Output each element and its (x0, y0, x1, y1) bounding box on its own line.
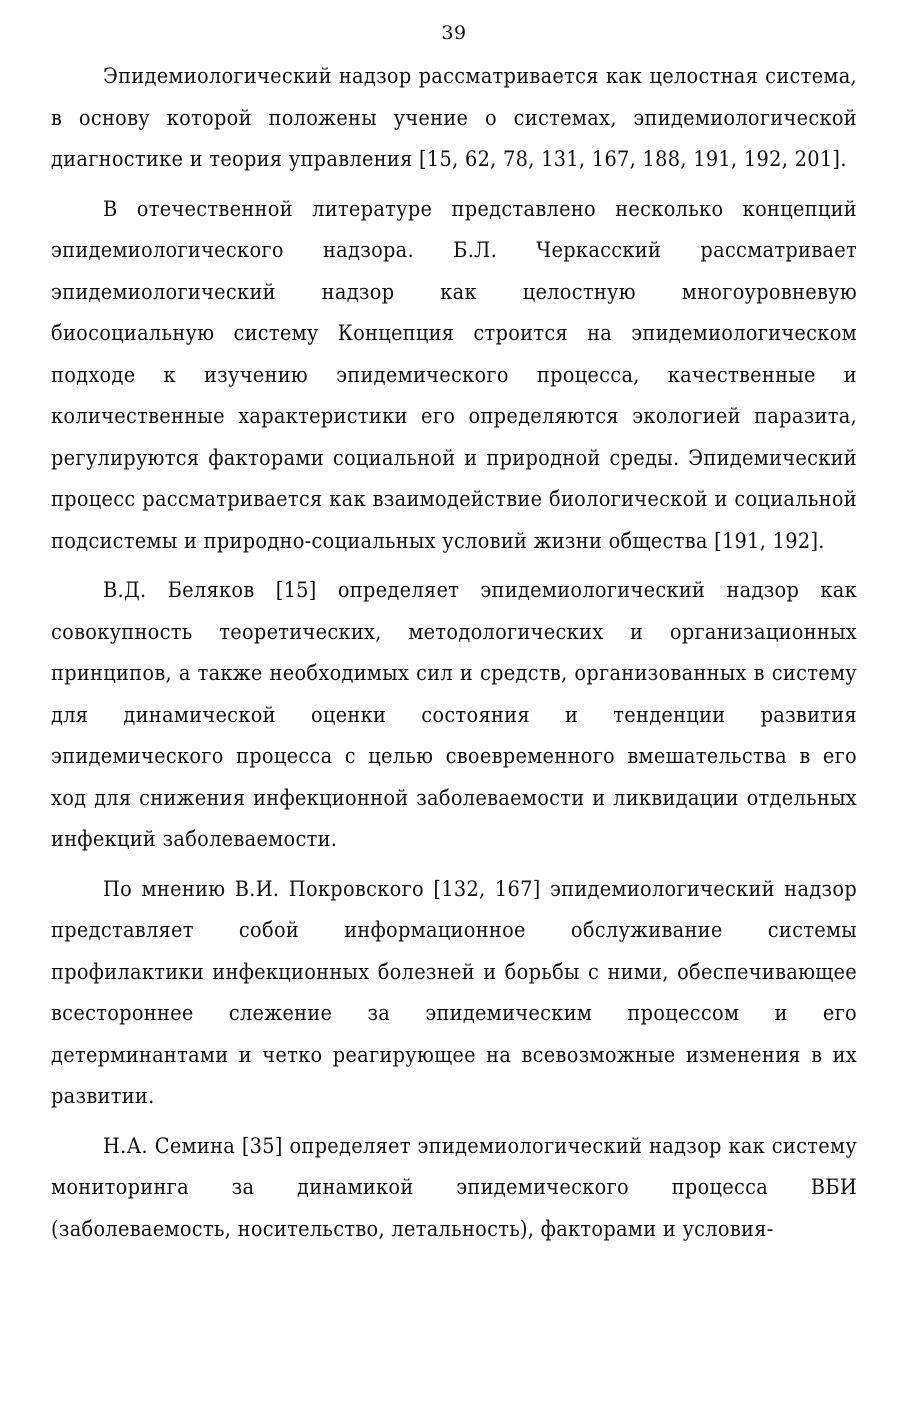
paragraph-surveillance-system: Эпидемиологический надзор рассматривается как целостная система, в основу которой положены учение о системах, эпидемиологической диагностике и теория управления [15, 62, 78, 131, 167, 188, 191, 192, 201]. (51, 64, 857, 172)
paragraph-semina-definition: Н.А. Семина [35] определяет эпидемиологический надзор как систему мониторинга за динамикой эпидемического процесса ВБИ (заболеваемость, носительство, летальность), факторами и условия- (51, 1133, 857, 1242)
paragraph-cherkassky-concept: В отечественной литературе представлено несколько концепций эпидемиологического надзора. Б.Л. Черкасский рассматривает эпидемиологический надзор как целостную многоуровневую биосоциальную систему Концепция строится на эпидемиологическом подходе к изучению эпидемического процесса, качественные и количественные характеристики его определяются экологией паразита, регулируются факторами социальной и природной среды. Эпидемический процесс рассматривается как взаимодействие биологической и социальной подсистемы и природно-социальных условий жизни общества [191, 192]. (51, 196, 857, 554)
paragraph-belyakov-definition: В.Д. Беляков [15] определяет эпидемиологический надзор как совокупность теоретических, методологических и организационных принципов, а также необходимых сил и средств, организованных в систему для динамической оценки состояния и тенденции развития эпидемического процесса с целью своевременного вмешательства в его ход для снижения инфекционной заболеваемости и ликвидации отдельных инфекций заболеваемости. (51, 578, 857, 852)
page-number: 39 (441, 22, 467, 44)
paragraph-pokrovsky-opinion: По мнению В.И. Покровского [132, 167] эпидемиологический надзор представляет собой информационное обслуживание системы профилактики инфекционных болезней и борьбы с ними, обеспечивающее всестороннее слежение за эпидемическим процессом и его детерминантами и четко реагирующее на всевозможные изменения в их развитии. (51, 876, 857, 1109)
page-body (51, 56, 857, 1258)
